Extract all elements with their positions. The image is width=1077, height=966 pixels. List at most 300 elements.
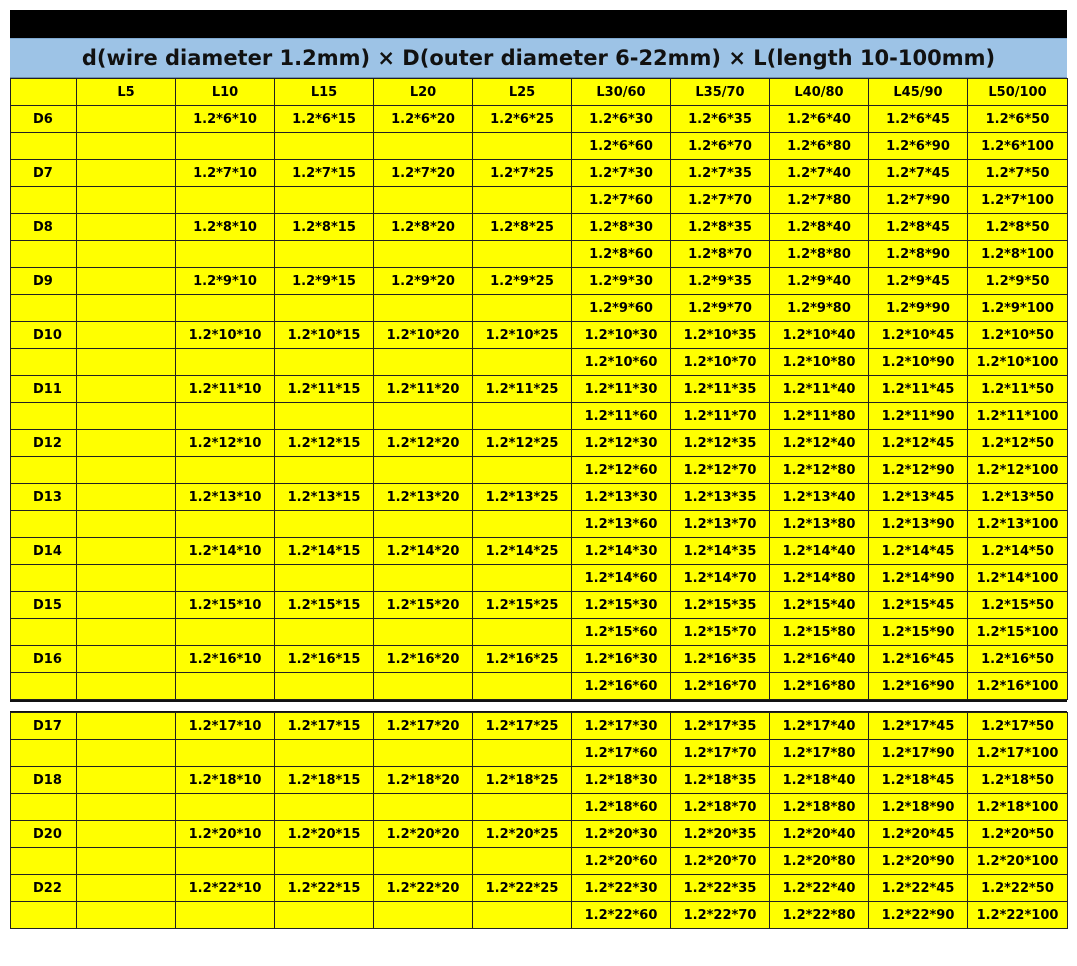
size-cell bbox=[374, 848, 473, 875]
size-cell: 1.2*17*40 bbox=[770, 713, 869, 740]
size-cell: 1.2*14*35 bbox=[671, 538, 770, 565]
size-cell: 1.2*6*40 bbox=[770, 106, 869, 133]
size-cell bbox=[473, 511, 572, 538]
size-cell bbox=[374, 457, 473, 484]
size-cell: 1.2*20*35 bbox=[671, 821, 770, 848]
size-cell: 1.2*17*30 bbox=[572, 713, 671, 740]
size-cell bbox=[374, 295, 473, 322]
size-cell bbox=[275, 740, 374, 767]
size-cell: 1.2*16*60 bbox=[572, 673, 671, 700]
size-cell: 1.2*6*10 bbox=[176, 106, 275, 133]
size-cell: 1.2*10*80 bbox=[770, 349, 869, 376]
size-cell: 1.2*22*80 bbox=[770, 902, 869, 929]
size-cell bbox=[176, 349, 275, 376]
row-label-diameter: D22 bbox=[11, 875, 77, 902]
size-cell: 1.2*13*15 bbox=[275, 484, 374, 511]
size-cell bbox=[275, 241, 374, 268]
row-label-empty bbox=[11, 848, 77, 875]
size-cell bbox=[77, 646, 176, 673]
size-cell: 1.2*11*70 bbox=[671, 403, 770, 430]
size-cell: 1.2*10*60 bbox=[572, 349, 671, 376]
size-cell bbox=[473, 295, 572, 322]
size-cell: 1.2*14*90 bbox=[869, 565, 968, 592]
row-label-diameter: D18 bbox=[11, 767, 77, 794]
size-cell: 1.2*8*25 bbox=[473, 214, 572, 241]
size-cell bbox=[473, 848, 572, 875]
size-cell: 1.2*22*90 bbox=[869, 902, 968, 929]
size-cell: 1.2*20*20 bbox=[374, 821, 473, 848]
size-cell: 1.2*18*60 bbox=[572, 794, 671, 821]
size-cell: 1.2*17*25 bbox=[473, 713, 572, 740]
table-row bbox=[11, 133, 1068, 160]
size-cell: 1.2*7*70 bbox=[671, 187, 770, 214]
size-cell: 1.2*9*15 bbox=[275, 268, 374, 295]
size-cell: 1.2*16*45 bbox=[869, 646, 968, 673]
table-row bbox=[11, 565, 1068, 592]
size-cell: 1.2*15*40 bbox=[770, 592, 869, 619]
size-cell: 1.2*14*20 bbox=[374, 538, 473, 565]
size-cell bbox=[77, 106, 176, 133]
size-cell: 1.2*22*60 bbox=[572, 902, 671, 929]
size-cell bbox=[77, 767, 176, 794]
size-table-main bbox=[10, 78, 1068, 700]
row-label-empty bbox=[11, 794, 77, 821]
row-label-empty bbox=[11, 241, 77, 268]
size-cell: 1.2*15*50 bbox=[968, 592, 1068, 619]
row-label-diameter: D15 bbox=[11, 592, 77, 619]
size-cell: 1.2*9*10 bbox=[176, 268, 275, 295]
size-cell: 1.2*14*80 bbox=[770, 565, 869, 592]
size-cell: 1.2*10*70 bbox=[671, 349, 770, 376]
size-cell bbox=[176, 295, 275, 322]
size-cell bbox=[275, 403, 374, 430]
row-label-diameter: D14 bbox=[11, 538, 77, 565]
size-cell bbox=[473, 902, 572, 929]
table-row bbox=[11, 902, 1068, 929]
size-cell: 1.2*8*35 bbox=[671, 214, 770, 241]
size-cell: 1.2*8*45 bbox=[869, 214, 968, 241]
size-cell bbox=[77, 241, 176, 268]
size-cell bbox=[473, 241, 572, 268]
size-cell bbox=[77, 295, 176, 322]
size-cell: 1.2*6*30 bbox=[572, 106, 671, 133]
table-row bbox=[11, 268, 1068, 295]
size-cell bbox=[275, 565, 374, 592]
size-cell bbox=[275, 794, 374, 821]
size-cell: 1.2*10*50 bbox=[968, 322, 1068, 349]
size-cell bbox=[176, 457, 275, 484]
size-cell: 1.2*15*25 bbox=[473, 592, 572, 619]
size-cell: 1.2*13*35 bbox=[671, 484, 770, 511]
row-label-empty bbox=[11, 565, 77, 592]
table-row bbox=[11, 376, 1068, 403]
size-cell: 1.2*13*30 bbox=[572, 484, 671, 511]
table-row bbox=[11, 794, 1068, 821]
size-cell: 1.2*11*15 bbox=[275, 376, 374, 403]
size-cell: 1.2*12*70 bbox=[671, 457, 770, 484]
size-cell: 1.2*12*20 bbox=[374, 430, 473, 457]
size-cell: 1.2*13*10 bbox=[176, 484, 275, 511]
size-cell bbox=[77, 349, 176, 376]
size-cell: 1.2*13*90 bbox=[869, 511, 968, 538]
size-cell: 1.2*7*30 bbox=[572, 160, 671, 187]
size-cell: 1.2*14*40 bbox=[770, 538, 869, 565]
size-cell bbox=[176, 241, 275, 268]
size-cell bbox=[77, 673, 176, 700]
size-cell: 1.2*20*10 bbox=[176, 821, 275, 848]
size-cell: 1.2*16*100 bbox=[968, 673, 1068, 700]
size-cell: 1.2*8*30 bbox=[572, 214, 671, 241]
size-cell: 1.2*13*100 bbox=[968, 511, 1068, 538]
table-row bbox=[11, 740, 1068, 767]
size-cell bbox=[176, 848, 275, 875]
row-label-empty bbox=[11, 349, 77, 376]
size-cell: 1.2*13*60 bbox=[572, 511, 671, 538]
size-cell: 1.2*6*20 bbox=[374, 106, 473, 133]
row-label-diameter: D11 bbox=[11, 376, 77, 403]
row-label-empty bbox=[11, 295, 77, 322]
size-cell bbox=[77, 187, 176, 214]
row-label-empty bbox=[11, 740, 77, 767]
size-cell bbox=[374, 403, 473, 430]
size-cell: 1.2*20*30 bbox=[572, 821, 671, 848]
size-cell bbox=[374, 187, 473, 214]
size-cell: 1.2*13*45 bbox=[869, 484, 968, 511]
size-cell bbox=[374, 902, 473, 929]
size-cell: 1.2*12*80 bbox=[770, 457, 869, 484]
size-cell: 1.2*22*20 bbox=[374, 875, 473, 902]
size-cell: 1.2*6*50 bbox=[968, 106, 1068, 133]
size-cell bbox=[176, 511, 275, 538]
size-cell bbox=[473, 740, 572, 767]
row-label-diameter: D6 bbox=[11, 106, 77, 133]
size-table-extended bbox=[10, 712, 1068, 929]
table-row bbox=[11, 875, 1068, 902]
column-header: L45/90 bbox=[869, 79, 968, 106]
row-label-diameter: D17 bbox=[11, 713, 77, 740]
table-row bbox=[11, 592, 1068, 619]
size-cell: 1.2*10*100 bbox=[968, 349, 1068, 376]
size-cell: 1.2*18*20 bbox=[374, 767, 473, 794]
size-cell bbox=[77, 538, 176, 565]
size-cell: 1.2*7*10 bbox=[176, 160, 275, 187]
size-cell: 1.2*17*100 bbox=[968, 740, 1068, 767]
size-cell bbox=[77, 322, 176, 349]
size-cell: 1.2*10*90 bbox=[869, 349, 968, 376]
size-cell: 1.2*10*40 bbox=[770, 322, 869, 349]
size-cell bbox=[77, 821, 176, 848]
size-cell bbox=[176, 133, 275, 160]
size-cell: 1.2*22*35 bbox=[671, 875, 770, 902]
table-title: d(wire diameter 1.2mm) × D(outer diameter 6-22mm) × L(length 10-100mm) bbox=[10, 38, 1067, 78]
size-cell bbox=[473, 673, 572, 700]
size-cell: 1.2*18*80 bbox=[770, 794, 869, 821]
size-cell bbox=[176, 673, 275, 700]
size-cell: 1.2*9*100 bbox=[968, 295, 1068, 322]
size-cell bbox=[473, 565, 572, 592]
column-header: L10 bbox=[176, 79, 275, 106]
size-cell bbox=[77, 592, 176, 619]
size-cell: 1.2*14*70 bbox=[671, 565, 770, 592]
row-label-diameter: D16 bbox=[11, 646, 77, 673]
size-cell: 1.2*22*50 bbox=[968, 875, 1068, 902]
size-cell: 1.2*14*30 bbox=[572, 538, 671, 565]
size-cell: 1.2*16*35 bbox=[671, 646, 770, 673]
size-cell: 1.2*7*40 bbox=[770, 160, 869, 187]
size-cell: 1.2*12*35 bbox=[671, 430, 770, 457]
table-row bbox=[11, 511, 1068, 538]
table-row bbox=[11, 646, 1068, 673]
size-cell bbox=[176, 902, 275, 929]
size-cell: 1.2*15*10 bbox=[176, 592, 275, 619]
size-cell: 1.2*12*25 bbox=[473, 430, 572, 457]
size-cell: 1.2*16*25 bbox=[473, 646, 572, 673]
table-row bbox=[11, 767, 1068, 794]
size-cell: 1.2*7*25 bbox=[473, 160, 572, 187]
size-cell: 1.2*13*50 bbox=[968, 484, 1068, 511]
row-label-diameter: D12 bbox=[11, 430, 77, 457]
row-label-empty bbox=[11, 673, 77, 700]
size-cell: 1.2*9*35 bbox=[671, 268, 770, 295]
size-cell: 1.2*15*30 bbox=[572, 592, 671, 619]
size-cell bbox=[275, 187, 374, 214]
size-cell: 1.2*6*25 bbox=[473, 106, 572, 133]
size-cell: 1.2*18*45 bbox=[869, 767, 968, 794]
size-cell: 1.2*7*20 bbox=[374, 160, 473, 187]
table-row bbox=[11, 187, 1068, 214]
size-cell: 1.2*15*100 bbox=[968, 619, 1068, 646]
size-cell: 1.2*9*60 bbox=[572, 295, 671, 322]
size-cell: 1.2*7*60 bbox=[572, 187, 671, 214]
size-cell: 1.2*20*25 bbox=[473, 821, 572, 848]
size-cell bbox=[176, 619, 275, 646]
column-header: L30/60 bbox=[572, 79, 671, 106]
size-cell: 1.2*6*80 bbox=[770, 133, 869, 160]
size-cell bbox=[374, 241, 473, 268]
size-cell: 1.2*15*20 bbox=[374, 592, 473, 619]
size-cell: 1.2*16*15 bbox=[275, 646, 374, 673]
size-cell: 1.2*11*20 bbox=[374, 376, 473, 403]
size-cell: 1.2*17*50 bbox=[968, 713, 1068, 740]
size-cell bbox=[77, 902, 176, 929]
size-cell: 1.2*9*25 bbox=[473, 268, 572, 295]
size-cell bbox=[473, 403, 572, 430]
size-cell: 1.2*8*10 bbox=[176, 214, 275, 241]
row-label-diameter: D9 bbox=[11, 268, 77, 295]
size-cell: 1.2*12*60 bbox=[572, 457, 671, 484]
size-cell: 1.2*16*80 bbox=[770, 673, 869, 700]
size-cell: 1.2*8*40 bbox=[770, 214, 869, 241]
size-cell: 1.2*17*35 bbox=[671, 713, 770, 740]
size-cell: 1.2*10*10 bbox=[176, 322, 275, 349]
size-cell: 1.2*20*45 bbox=[869, 821, 968, 848]
size-cell: 1.2*10*30 bbox=[572, 322, 671, 349]
size-cell: 1.2*12*90 bbox=[869, 457, 968, 484]
size-cell: 1.2*16*20 bbox=[374, 646, 473, 673]
row-label-diameter: D13 bbox=[11, 484, 77, 511]
row-label-diameter: D8 bbox=[11, 214, 77, 241]
size-cell: 1.2*22*100 bbox=[968, 902, 1068, 929]
size-cell bbox=[77, 740, 176, 767]
size-cell: 1.2*12*50 bbox=[968, 430, 1068, 457]
size-cell: 1.2*13*40 bbox=[770, 484, 869, 511]
size-cell bbox=[275, 848, 374, 875]
section-gap bbox=[10, 700, 1067, 712]
table-row bbox=[11, 821, 1068, 848]
size-table-main-body bbox=[11, 79, 1068, 700]
table-row bbox=[11, 403, 1068, 430]
size-cell: 1.2*8*90 bbox=[869, 241, 968, 268]
size-cell: 1.2*22*30 bbox=[572, 875, 671, 902]
size-cell: 1.2*11*10 bbox=[176, 376, 275, 403]
size-cell: 1.2*16*30 bbox=[572, 646, 671, 673]
size-cell: 1.2*14*10 bbox=[176, 538, 275, 565]
size-cell: 1.2*14*45 bbox=[869, 538, 968, 565]
size-cell: 1.2*22*10 bbox=[176, 875, 275, 902]
size-cell: 1.2*18*100 bbox=[968, 794, 1068, 821]
size-cell: 1.2*20*70 bbox=[671, 848, 770, 875]
size-cell: 1.2*9*40 bbox=[770, 268, 869, 295]
size-cell bbox=[77, 848, 176, 875]
size-cell bbox=[374, 740, 473, 767]
size-cell: 1.2*18*10 bbox=[176, 767, 275, 794]
size-cell: 1.2*9*45 bbox=[869, 268, 968, 295]
size-cell bbox=[77, 484, 176, 511]
size-cell: 1.2*20*40 bbox=[770, 821, 869, 848]
size-table-extended-body bbox=[11, 713, 1068, 929]
size-cell bbox=[77, 133, 176, 160]
size-cell: 1.2*8*70 bbox=[671, 241, 770, 268]
size-cell: 1.2*16*90 bbox=[869, 673, 968, 700]
size-cell: 1.2*18*25 bbox=[473, 767, 572, 794]
column-header: L40/80 bbox=[770, 79, 869, 106]
size-cell: 1.2*11*80 bbox=[770, 403, 869, 430]
row-label-empty bbox=[11, 187, 77, 214]
table-row bbox=[11, 457, 1068, 484]
size-cell bbox=[275, 619, 374, 646]
table-row bbox=[11, 484, 1068, 511]
size-cell bbox=[77, 565, 176, 592]
size-cell: 1.2*17*80 bbox=[770, 740, 869, 767]
table-row bbox=[11, 160, 1068, 187]
size-cell bbox=[77, 268, 176, 295]
size-cell bbox=[77, 457, 176, 484]
size-cell: 1.2*17*45 bbox=[869, 713, 968, 740]
row-label-empty bbox=[11, 403, 77, 430]
size-cell: 1.2*15*35 bbox=[671, 592, 770, 619]
size-cell: 1.2*6*60 bbox=[572, 133, 671, 160]
size-cell: 1.2*15*70 bbox=[671, 619, 770, 646]
size-cell: 1.2*9*30 bbox=[572, 268, 671, 295]
size-cell: 1.2*11*100 bbox=[968, 403, 1068, 430]
size-cell: 1.2*18*90 bbox=[869, 794, 968, 821]
size-cell: 1.2*17*15 bbox=[275, 713, 374, 740]
size-cell: 1.2*18*70 bbox=[671, 794, 770, 821]
size-cell bbox=[374, 565, 473, 592]
size-cell: 1.2*22*40 bbox=[770, 875, 869, 902]
size-cell: 1.2*8*50 bbox=[968, 214, 1068, 241]
size-cell: 1.2*20*50 bbox=[968, 821, 1068, 848]
column-header: L15 bbox=[275, 79, 374, 106]
size-cell: 1.2*16*70 bbox=[671, 673, 770, 700]
table-row bbox=[11, 713, 1068, 740]
column-header-row bbox=[11, 79, 1068, 106]
size-cell: 1.2*12*45 bbox=[869, 430, 968, 457]
size-cell: 1.2*15*60 bbox=[572, 619, 671, 646]
size-cell: 1.2*11*25 bbox=[473, 376, 572, 403]
size-cell bbox=[473, 133, 572, 160]
size-cell: 1.2*7*100 bbox=[968, 187, 1068, 214]
size-cell: 1.2*9*20 bbox=[374, 268, 473, 295]
size-cell: 1.2*16*40 bbox=[770, 646, 869, 673]
size-cell: 1.2*10*15 bbox=[275, 322, 374, 349]
size-cell: 1.2*7*15 bbox=[275, 160, 374, 187]
size-cell: 1.2*12*30 bbox=[572, 430, 671, 457]
size-cell: 1.2*18*50 bbox=[968, 767, 1068, 794]
size-cell: 1.2*10*25 bbox=[473, 322, 572, 349]
size-cell: 1.2*17*70 bbox=[671, 740, 770, 767]
size-cell: 1.2*7*35 bbox=[671, 160, 770, 187]
table-row bbox=[11, 106, 1068, 133]
size-cell: 1.2*20*15 bbox=[275, 821, 374, 848]
size-cell: 1.2*11*35 bbox=[671, 376, 770, 403]
size-cell: 1.2*14*25 bbox=[473, 538, 572, 565]
size-cell bbox=[176, 740, 275, 767]
size-cell: 1.2*12*100 bbox=[968, 457, 1068, 484]
row-label-empty bbox=[11, 619, 77, 646]
row-label-empty bbox=[11, 457, 77, 484]
spec-sheet bbox=[10, 10, 1067, 929]
size-cell: 1.2*15*80 bbox=[770, 619, 869, 646]
size-cell: 1.2*6*70 bbox=[671, 133, 770, 160]
size-cell: 1.2*15*45 bbox=[869, 592, 968, 619]
size-cell: 1.2*17*20 bbox=[374, 713, 473, 740]
table-row bbox=[11, 848, 1068, 875]
size-cell: 1.2*12*15 bbox=[275, 430, 374, 457]
column-header: L20 bbox=[374, 79, 473, 106]
size-cell bbox=[374, 349, 473, 376]
size-cell bbox=[77, 214, 176, 241]
size-cell: 1.2*11*30 bbox=[572, 376, 671, 403]
size-cell: 1.2*9*90 bbox=[869, 295, 968, 322]
size-cell bbox=[77, 511, 176, 538]
size-cell bbox=[77, 713, 176, 740]
top-bar bbox=[10, 10, 1067, 38]
size-cell: 1.2*10*35 bbox=[671, 322, 770, 349]
size-cell bbox=[77, 160, 176, 187]
size-cell bbox=[275, 673, 374, 700]
column-header: L5 bbox=[77, 79, 176, 106]
row-label-empty bbox=[11, 902, 77, 929]
size-cell bbox=[275, 133, 374, 160]
size-cell bbox=[275, 457, 374, 484]
size-cell bbox=[275, 295, 374, 322]
column-header: L50/100 bbox=[968, 79, 1068, 106]
row-label-empty bbox=[11, 133, 77, 160]
size-cell: 1.2*14*50 bbox=[968, 538, 1068, 565]
size-cell bbox=[77, 430, 176, 457]
size-cell: 1.2*11*60 bbox=[572, 403, 671, 430]
size-cell: 1.2*22*15 bbox=[275, 875, 374, 902]
size-cell: 1.2*17*10 bbox=[176, 713, 275, 740]
size-cell bbox=[473, 457, 572, 484]
size-cell bbox=[374, 673, 473, 700]
size-cell: 1.2*7*80 bbox=[770, 187, 869, 214]
size-cell bbox=[374, 619, 473, 646]
size-cell: 1.2*10*45 bbox=[869, 322, 968, 349]
corner-cell bbox=[11, 79, 77, 106]
size-cell: 1.2*6*100 bbox=[968, 133, 1068, 160]
